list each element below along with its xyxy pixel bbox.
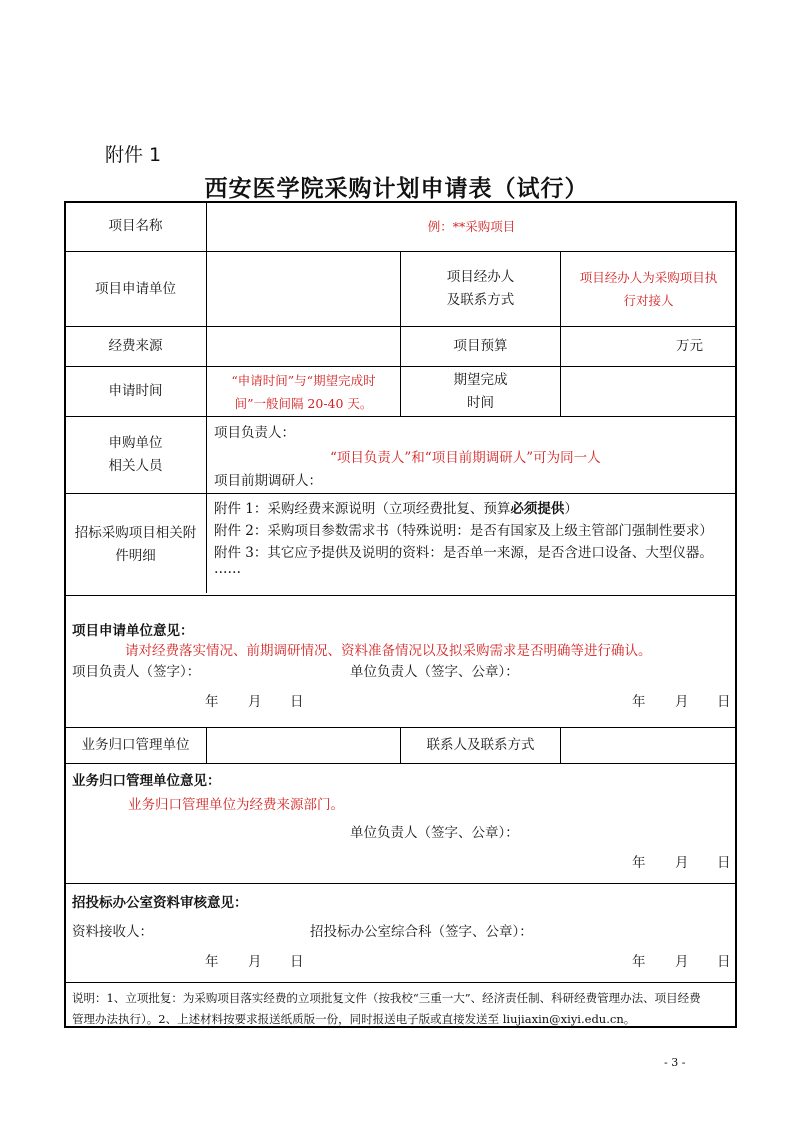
management-unit-label: 业务归口管理单位 <box>81 737 190 753</box>
application-time-field[interactable] <box>207 367 400 416</box>
management-unit-field[interactable] <box>207 728 400 763</box>
material-receiver-field[interactable]: 资料接收人： <box>72 924 153 940</box>
time-hint-line2: 间”一般间隔 20-40 天。 <box>234 395 373 411</box>
funding-source-field[interactable] <box>207 327 400 366</box>
personnel-hint: “项目负责人”和“项目前期调研人”可为同一人 <box>330 450 601 466</box>
project-contact-hint-line1: 项目经办人为采购项目执 <box>579 270 718 285</box>
management-leader-sign[interactable]: 单位负责人（签字、公章）： <box>350 825 519 841</box>
management-opinion-heading: 业务归口管理单位意见： <box>72 773 221 789</box>
form-notes <box>72 988 732 1030</box>
note-line-2: 管理办法执行）。2、上述材料按要求报送纸质版一份，同时报送电子版或直接发送至 liujiaxin@xiyi.edu.cn。 <box>72 1012 636 1026</box>
project-leader-field[interactable]: 项目负责人： <box>214 425 295 441</box>
attachment-label: 附件 1 <box>105 144 162 166</box>
budget-unit: 万元 <box>676 338 703 354</box>
project-contact-label <box>401 252 560 326</box>
attachments-label <box>65 494 206 595</box>
researcher-field[interactable]: 项目前期调研人： <box>214 473 322 489</box>
bidding-date-right-year: 年 <box>632 954 646 970</box>
attachment-ellipsis: …… <box>214 561 241 577</box>
application-time-label: 申请时间 <box>108 383 163 399</box>
attachments-label-line2: 件明细 <box>115 547 156 564</box>
management-date-year: 年 <box>632 855 646 871</box>
personnel-label-line2: 相关人员 <box>108 458 163 474</box>
unit-opinion-hint: 请对经费落实情况、前期调研情况、资料准备情况以及拟采购需求是否明确等进行确认。 <box>125 643 652 659</box>
personnel-label <box>65 417 206 493</box>
unit-opinion-date-left-year: 年 <box>205 694 219 710</box>
expected-completion-line2: 时间 <box>467 394 494 411</box>
unit-opinion-date-left-month: 月 <box>248 694 262 710</box>
project-contact-label-line1: 项目经办人 <box>446 269 515 285</box>
bidding-date-right-day: 日 <box>717 954 731 970</box>
attachment-item-1 <box>214 497 578 517</box>
project-leader-sign[interactable]: 项目负责人（签字）： <box>72 664 201 680</box>
bidding-office-sign[interactable]: 招投标办公室综合科（签字、公章）： <box>310 924 533 940</box>
bidding-date-left-day: 日 <box>290 954 304 970</box>
note-line-1: 说明：1、立项批复：为采购项目落实经费的立项批复文件（按我校“三重一大”、经济责任制、科研经费管理办法、项目经费 <box>72 991 701 1005</box>
unit-opinion-date-right-month: 月 <box>675 694 689 710</box>
project-contact-hint-line2: 行对接人 <box>623 293 674 308</box>
unit-leader-sign[interactable]: 单位负责人（签字、公章）： <box>350 664 519 680</box>
project-name-field[interactable]: 例：**采购项目 <box>427 219 516 234</box>
bidding-date-left-month: 月 <box>248 954 262 970</box>
project-budget-field[interactable] <box>561 327 736 366</box>
bidding-review-heading: 招投标办公室资料审核意见： <box>72 895 248 911</box>
unit-opinion-date-left-day: 日 <box>290 694 304 710</box>
attachment-item-1-close: ） <box>564 501 578 517</box>
project-name-label: 项目名称 <box>108 218 163 234</box>
management-opinion-hint: 业务归口管理单位为经费来源部门。 <box>128 797 344 813</box>
project-contact-label-line2: 及联系方式 <box>446 292 515 308</box>
management-date-day: 日 <box>717 855 731 871</box>
unit-opinion-date-right-day: 日 <box>717 694 731 710</box>
attachment-item-1-text: 附件 1：采购经费来源说明（立项经费批复、预算 <box>214 501 511 517</box>
unit-opinion-date-right-year: 年 <box>632 694 646 710</box>
attachment-item-3: 附件 3：其它应予提供及说明的资料：是否单一来源，是否含进口设备、大型仪器。 <box>214 545 713 561</box>
expected-completion-line1: 期望完成 <box>453 371 508 388</box>
management-contact-label: 联系人及联系方式 <box>426 737 535 753</box>
unit-opinion-heading: 项目申请单位意见： <box>72 623 194 639</box>
applicant-unit-label: 项目申请单位 <box>95 280 176 297</box>
personnel-label-line1: 申购单位 <box>108 435 163 451</box>
expected-completion-field[interactable] <box>561 367 736 416</box>
page-number: - 3 - <box>664 1056 686 1069</box>
management-contact-field[interactable] <box>561 728 736 763</box>
project-contact-field[interactable] <box>561 252 736 326</box>
attachment-item-1-required: 必须提供 <box>510 501 565 517</box>
attachment-item-2: 附件 2：采购项目参数需求书（特殊说明：是否有国家及上级主管部门强制性要求） <box>214 523 713 539</box>
project-budget-label: 项目预算 <box>453 338 508 354</box>
attachments-label-line1: 招标采购项目相关附 <box>74 524 197 541</box>
expected-completion-label <box>401 367 560 416</box>
bidding-date-right-month: 月 <box>675 954 689 970</box>
funding-source-label: 经费来源 <box>108 338 163 354</box>
time-hint-line1: “申请时间”与“期望完成时 <box>231 372 376 388</box>
bidding-date-left-year: 年 <box>205 954 219 970</box>
form-title: 西安医学院采购计划申请表（试行） <box>204 176 589 202</box>
applicant-unit-field[interactable] <box>207 252 400 326</box>
management-date-month: 月 <box>675 855 689 871</box>
